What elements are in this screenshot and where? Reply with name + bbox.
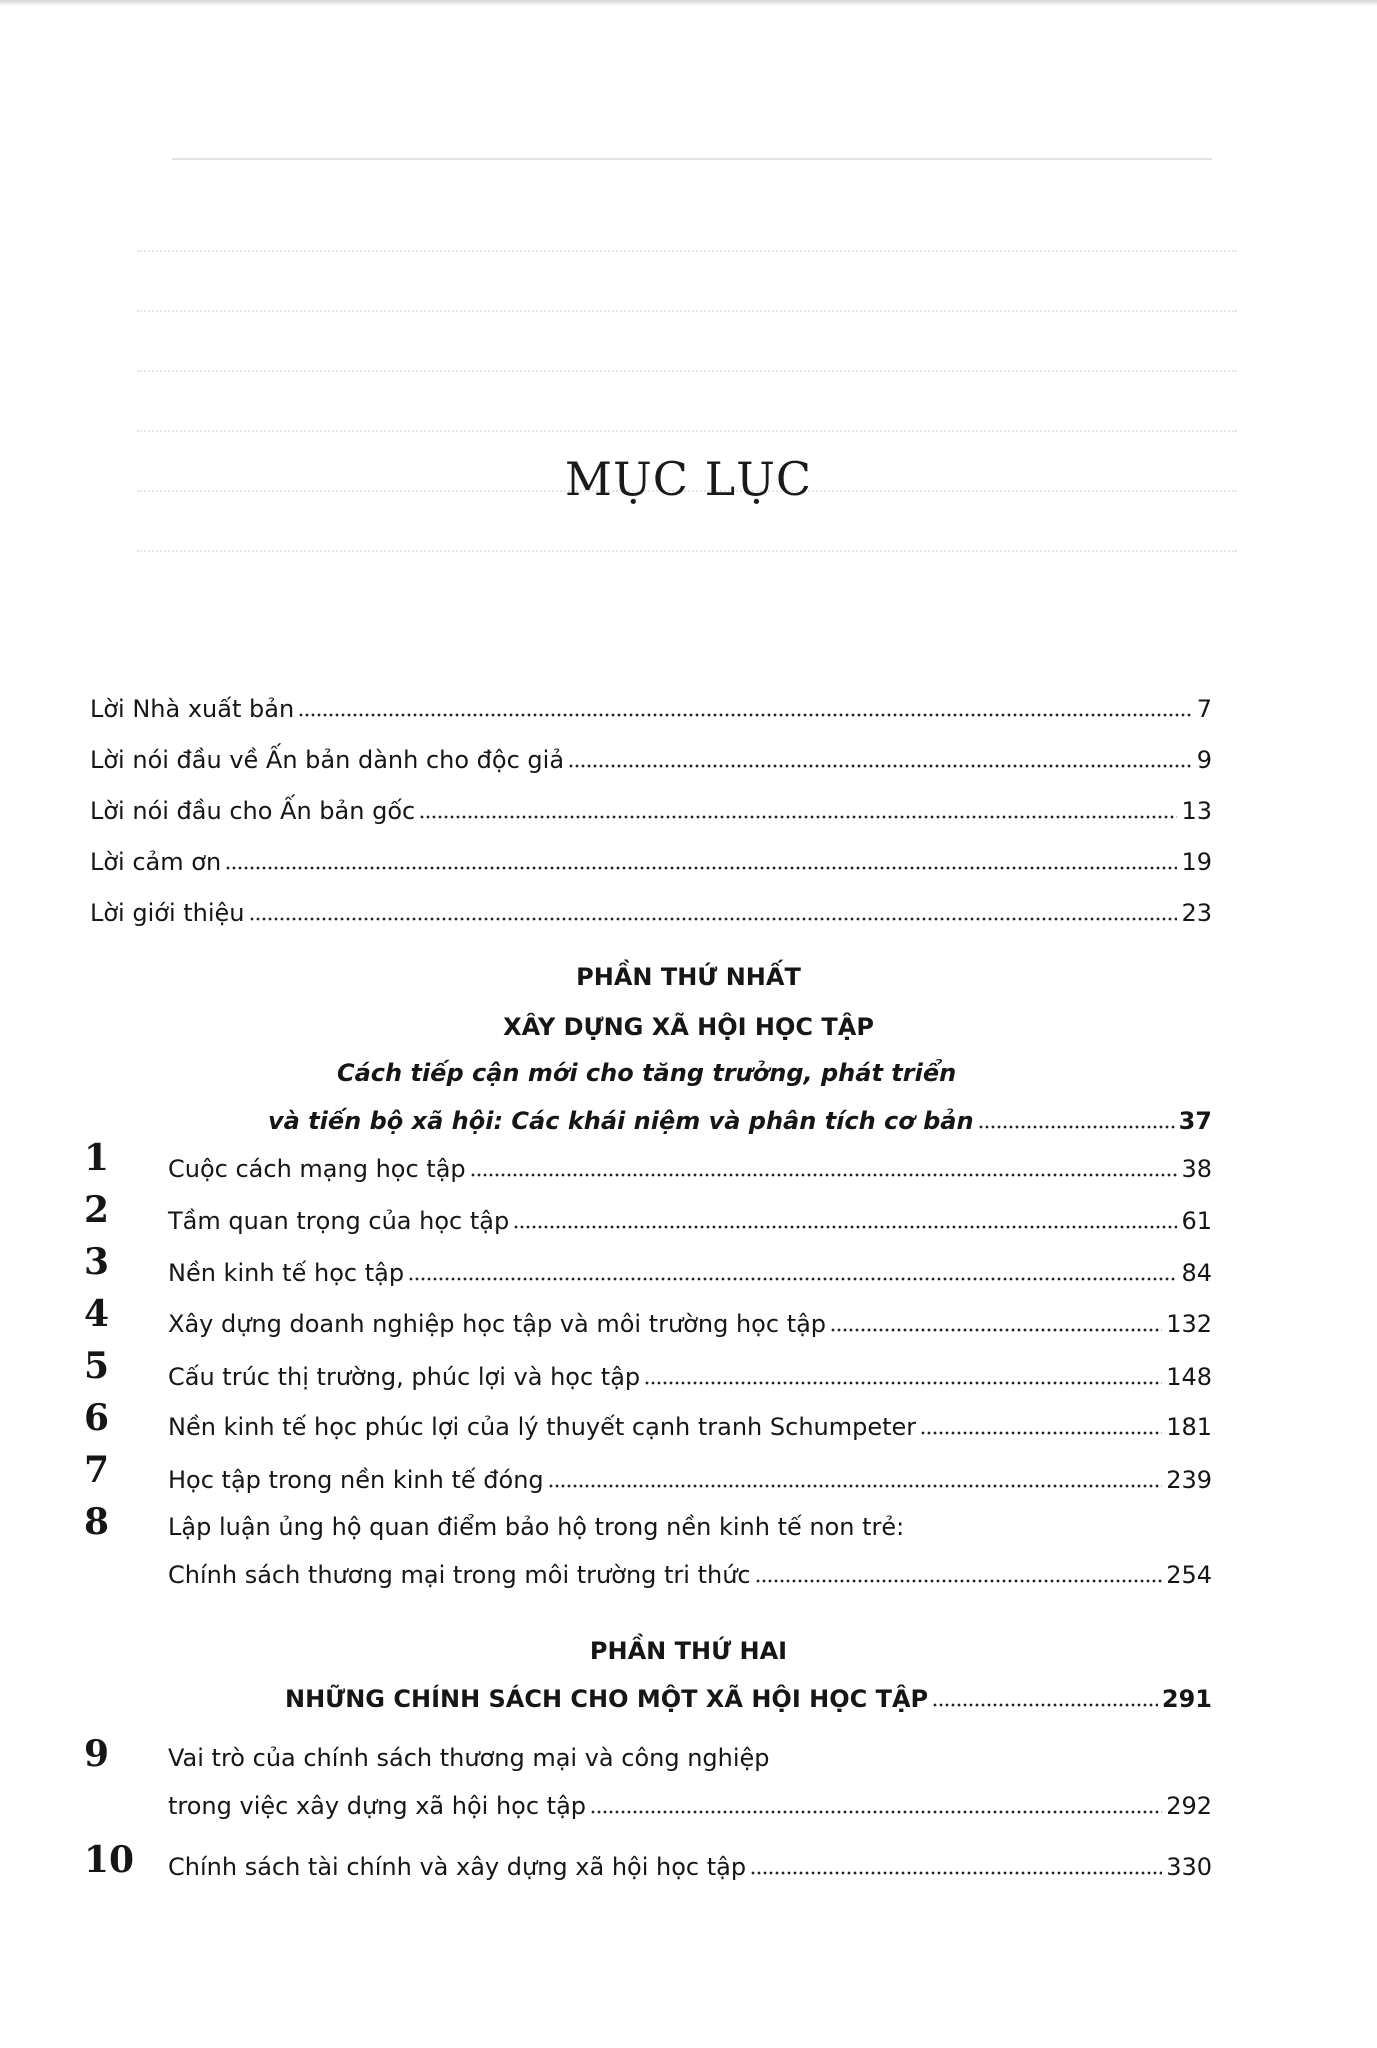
toc-entry-page: 239: [1166, 1466, 1212, 1494]
dot-leader: [419, 814, 1177, 820]
toc-entry-page: 19: [1181, 848, 1212, 876]
toc-entry[interactable]: [90, 843, 1212, 877]
toc-entry[interactable]: [90, 792, 1212, 826]
part-subtitle: Cách tiếp cận mới cho tăng trưởng, phát triển: [337, 1059, 957, 1087]
toc-entry-page: 84: [1181, 1259, 1212, 1287]
toc-entry-label-line1: Lập luận ủng hộ quan điểm bảo hộ trong nền kinh tế non trẻ:: [168, 1513, 905, 1541]
toc-entry-label: Lời cảm ơn: [90, 848, 222, 876]
dot-leader: [920, 1430, 1162, 1436]
dot-leader: [513, 1224, 1177, 1230]
page-top-edge: [0, 0, 1377, 6]
toc-entry-page: 330: [1166, 1853, 1212, 1881]
chapter-number: 9: [84, 1733, 110, 1775]
toc-entry-label: Lời nói đầu về Ấn bản dành cho độc giả: [90, 746, 565, 774]
toc-entry-label: Lời nói đầu cho Ấn bản gốc: [90, 797, 416, 825]
toc-entry-page: 37: [1178, 1107, 1212, 1135]
toc-entry-page: 291: [1161, 1685, 1212, 1713]
chapter-number: 1: [84, 1137, 110, 1179]
part-heading: PHẦN THỨ HAI: [589, 1637, 788, 1665]
chapter-number: 2: [84, 1189, 110, 1231]
toc-entry-label: Nền kinh tế học tập: [168, 1259, 405, 1287]
toc-entry-page: 13: [1181, 797, 1212, 825]
toc-entry-label: Lời Nhà xuất bản: [90, 695, 295, 723]
toc-entry-label: Xây dựng doanh nghiệp học tập và môi trường học tập: [168, 1310, 827, 1338]
toc-entry-label: Chính sách tài chính và xây dựng xã hội học tập: [168, 1853, 747, 1881]
dot-leader: [932, 1702, 1158, 1708]
toc-entry-label: Nền kinh tế học phúc lợi của lý thuyết cạnh tranh Schumpeter: [168, 1413, 917, 1441]
toc-entry[interactable]: [90, 741, 1212, 775]
toc-entry-page: 132: [1166, 1310, 1212, 1338]
toc-entry-page: 23: [1181, 899, 1212, 927]
dot-leader: [750, 1870, 1162, 1876]
dot-leader: [408, 1276, 1177, 1282]
toc-entry-page: 181: [1166, 1413, 1212, 1441]
chapter-number: 6: [84, 1397, 110, 1439]
chapter-number: 4: [84, 1293, 110, 1335]
toc-chapter[interactable]: [168, 1787, 1212, 1821]
toc-entry-label: Lời giới thiệu: [90, 899, 245, 927]
dot-leader: [470, 1172, 1178, 1178]
part-title-entry[interactable]: [285, 1680, 1212, 1714]
bleed-through-text: [0, 140, 1377, 600]
toc-entry-label: trong việc xây dựng xã hội học tập: [168, 1792, 587, 1820]
part-subtitle-entry[interactable]: [268, 1102, 1212, 1136]
toc-entry-label: Cấu trúc thị trường, phúc lợi và học tập: [168, 1363, 641, 1391]
part-title: XÂY DỰNG XÃ HỘI HỌC TẬP: [503, 1013, 874, 1041]
dot-leader: [830, 1327, 1162, 1333]
chapter-number: 7: [84, 1449, 110, 1491]
part-title: NHỮNG CHÍNH SÁCH CHO MỘT XÃ HỘI HỌC TẬP: [285, 1685, 929, 1713]
toc-entry[interactable]: [90, 690, 1212, 724]
toc-chapter[interactable]: [168, 1556, 1212, 1590]
dot-leader: [978, 1124, 1175, 1130]
toc-entry-page: 38: [1181, 1155, 1212, 1183]
chapter-number: 5: [84, 1345, 110, 1387]
toc-entry-label: Tầm quan trọng của học tập: [168, 1207, 510, 1235]
dot-leader: [298, 712, 1193, 718]
toc-chapter[interactable]: [168, 1254, 1212, 1288]
toc-chapter[interactable]: [168, 1305, 1212, 1339]
chapter-number: 10: [84, 1839, 135, 1881]
page-title: MỤC LỤC: [564, 452, 813, 506]
toc-chapter[interactable]: [168, 1358, 1212, 1392]
toc-entry[interactable]: [90, 894, 1212, 928]
chapter-number: 8: [84, 1501, 110, 1543]
toc-entry-page: 254: [1166, 1561, 1212, 1589]
toc-entry-label-line1: Vai trò của chính sách thương mại và công nghiệp: [168, 1744, 770, 1772]
toc-entry-page: 292: [1166, 1792, 1212, 1820]
toc-entry-page: 7: [1196, 695, 1212, 723]
dot-leader: [568, 763, 1193, 769]
toc-entry-page: 61: [1181, 1207, 1212, 1235]
toc-entry-label: và tiến bộ xã hội: Các khái niệm và phân tích cơ bản: [268, 1107, 974, 1135]
dot-leader: [644, 1380, 1162, 1386]
toc-chapter[interactable]: [168, 1408, 1212, 1442]
dot-leader: [225, 865, 1177, 871]
chapter-number: 3: [84, 1241, 110, 1283]
dot-leader: [755, 1578, 1163, 1584]
dot-leader: [548, 1483, 1163, 1489]
dot-leader: [590, 1809, 1162, 1815]
toc-chapter[interactable]: [168, 1150, 1212, 1184]
toc-entry-page: 148: [1166, 1363, 1212, 1391]
toc-chapter[interactable]: [168, 1202, 1212, 1236]
toc-chapter[interactable]: [168, 1461, 1212, 1495]
toc-entry-label: Chính sách thương mại trong môi trường tri thức: [168, 1561, 751, 1589]
toc-chapter[interactable]: [168, 1848, 1212, 1882]
toc-entry-label: Học tập trong nền kinh tế đóng: [168, 1466, 544, 1494]
toc-entry-page: 9: [1196, 746, 1212, 774]
part-heading: PHẦN THỨ NHẤT: [576, 963, 801, 991]
toc-entry-label: Cuộc cách mạng học tập: [168, 1155, 466, 1183]
dot-leader: [249, 916, 1178, 922]
